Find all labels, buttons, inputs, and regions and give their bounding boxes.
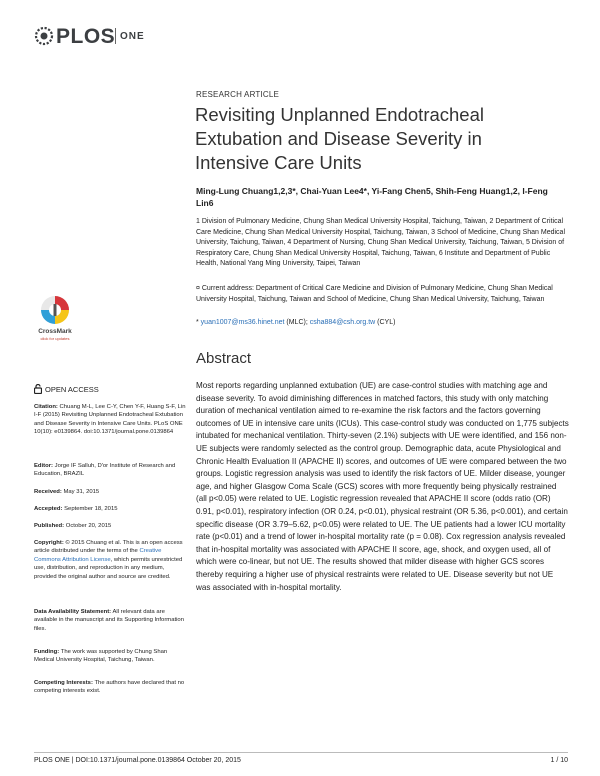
corresponding-emails [196,318,566,329]
footer-divider [34,752,568,753]
footer-citation: PLOS ONE | DOI:10.1371/journal.pone.0139864 October 20, 2015 [34,757,241,764]
email-prefix: * [196,319,201,326]
article-type: RESEARCH ARTICLE [196,90,280,99]
crossmark-label: CrossMark [38,328,72,335]
page-number: 1 / 10 [550,757,568,764]
editor-label: Editor: [34,463,53,469]
copyright-label: Copyright: [34,540,64,546]
plos-one-logo [34,24,154,50]
crossmark-icon [34,294,76,328]
funding-label: Funding: [34,649,60,655]
affiliations: 1 Division of Pulmonary Medicine, Chung Shan Medical University Hospital, Taichung, Taiwan, 2 Department of Critical Care Medicine, Chung Shan Medical University Hospital, Taichung, Taiwan, 3 School of Medicine, Chung Shan Medical University, Taichung, Taiwan, 4 Department of Nursing, Chung Shan Medical University, Taichung, Taiwan, 5 Division of Respiratory Care, Chung Shan Medical University Hospital, Taichung, Taiwan, 6 Institute and Department of Public Health, National Yang Ming University, Taipei, Taiwan [196,218,565,267]
data-availability-label: Data Availability Statement: [34,609,112,615]
email-label-cyl: (CYL) [375,319,396,326]
citation-label: Citation: [34,404,58,410]
author-list: Ming-Lung Chuang1,2,3*, Chai-Yuan Lee4*, Yi-Fang Chen5, Shih-Feng Huang1,2, I-Feng Lin6 [196,186,548,208]
logo-divider [115,28,116,44]
accepted-date: September 18, 2015 [64,506,118,512]
editor-block [34,462,188,479]
received-block [34,488,188,496]
accepted-block [34,505,188,513]
competing-interests-block [34,679,188,696]
published-label: Published: [34,523,65,529]
competing-interests-label: Competing Interests: [34,680,93,686]
journal-name: ONE [120,31,145,42]
copyright-text: © 2015 Chuang et al. This is an open access article distributed under the terms of the [34,540,183,555]
plos-logo-icon [34,26,54,46]
accepted-label: Accepted: [34,506,63,512]
editor-text: Jorge IF Salluh, D'or Institute of Research and Education, BRAZIL [34,463,176,478]
competing-interests-text: The authors have declared that no competing interests exist. [34,680,185,695]
copyright-text-end: , which permits unrestricted use, distribution, and reproduction in any medium, provided the original author and source are credited. [34,556,183,580]
received-date: May 31, 2015 [63,489,100,495]
crossmark-badge[interactable] [34,294,74,346]
brand-name: PLOS [56,25,116,48]
abstract-heading: Abstract [196,350,252,367]
email-link-mlc[interactable]: yuan1007@ms36.hinet.net [200,319,285,326]
article-title: Revisiting Unplanned Endotracheal Extubation and Disease Severity in Intensive Care Units [195,104,484,173]
data-availability-block [34,608,188,633]
citation-block [34,403,188,437]
abstract-text: Most reports regarding unplanned extubation (UE) are case-control studies with matching age and disease severity. To avoid diminishing differences in matched factors, this study with only matching duration of mechanical ventilation aimed to re-examine the risk factors and the factors governing outcomes of UE in intensive care units (ICUs). This case-control study was conducted on 1,775 subjects intubated for mechanical ventilation. Thirty-seven (2.1%) subjects with UE were identified, and 156 non-UE subjects were randomly selected as the control group. Demographic data, acute Physiological and Chronic Health Evaluation II (APACHE II) scores, and outcomes of UE were compared between the two groups. Logistic regression analysis was used to identify the risk factors of UE. Milder disease, younger age, and higher Glasgow Coma Scale (GCS) scores with more frequently being physically restrained (all p<0.05) were related to UE. Logistic regression revealed that APACHE II score (odds ratio (OR) 0.91, p<0.01), respiratory infection (OR 0.24, p<0.01), physical restraint (OR 5.36, p<0.001), and certain specific disease (OR 3.79–5.62, p<0.05) were related to UE. The UE patients had a lower ICU mortality rate (p<0.01) and a trend of lower in-hospital mortality rate (p = 0.08). Cox regression analysis revealed that in-hospital mortality was associated with APACHE II score, age, shock, and oxygen used, all of which were co-linear, but not UE. The results showed that milder disease with higher GCS scores thereby requiring a higher use of physical restraints were related to UE. Disease severity but not UE was associated with in-hospital mortality. [196,381,569,592]
citation-text: Chuang M-L, Lee C-Y, Chen Y-F, Huang S-F, Lin I-F (2015) Revisiting Unplanned Endotracheal Extubation and Disease Severity in Intensive Care Units. PLoS ONE 10(10): e0139864. doi:10.1371/journal.pone.0139864 [34,404,186,436]
email-link-cyl[interactable]: csha884@csh.org.tw [309,319,376,326]
email-label-mlc: (MLC); [284,319,310,326]
crossmark-sublabel: click for updates [40,336,70,341]
current-address: ¤ Current address: Department of Critical Care Medicine and Division of Pulmonary Medicine, Chung Shan Medical University Hospital, Taichung, Taiwan and School of Medicine, Chung Shan Medical University, Taichung, Taiwan [196,285,553,303]
data-availability-text: All relevant data are available in the manuscript and its Supporting Information files. [34,609,184,632]
published-block [34,522,188,530]
open-lock-icon [34,384,42,394]
copyright-block [34,539,188,581]
received-label: Received: [34,489,62,495]
license-link[interactable]: Creative Commons Attribution License [34,548,162,563]
published-date: October 20, 2015 [65,523,112,529]
funding-text: The work was supported by Chung Shan Medical University Hospital, Taichung, Taiwan. [34,649,168,664]
open-access-label: OPEN ACCESS [45,385,99,394]
open-access-badge [34,384,99,394]
funding-block [34,648,188,665]
